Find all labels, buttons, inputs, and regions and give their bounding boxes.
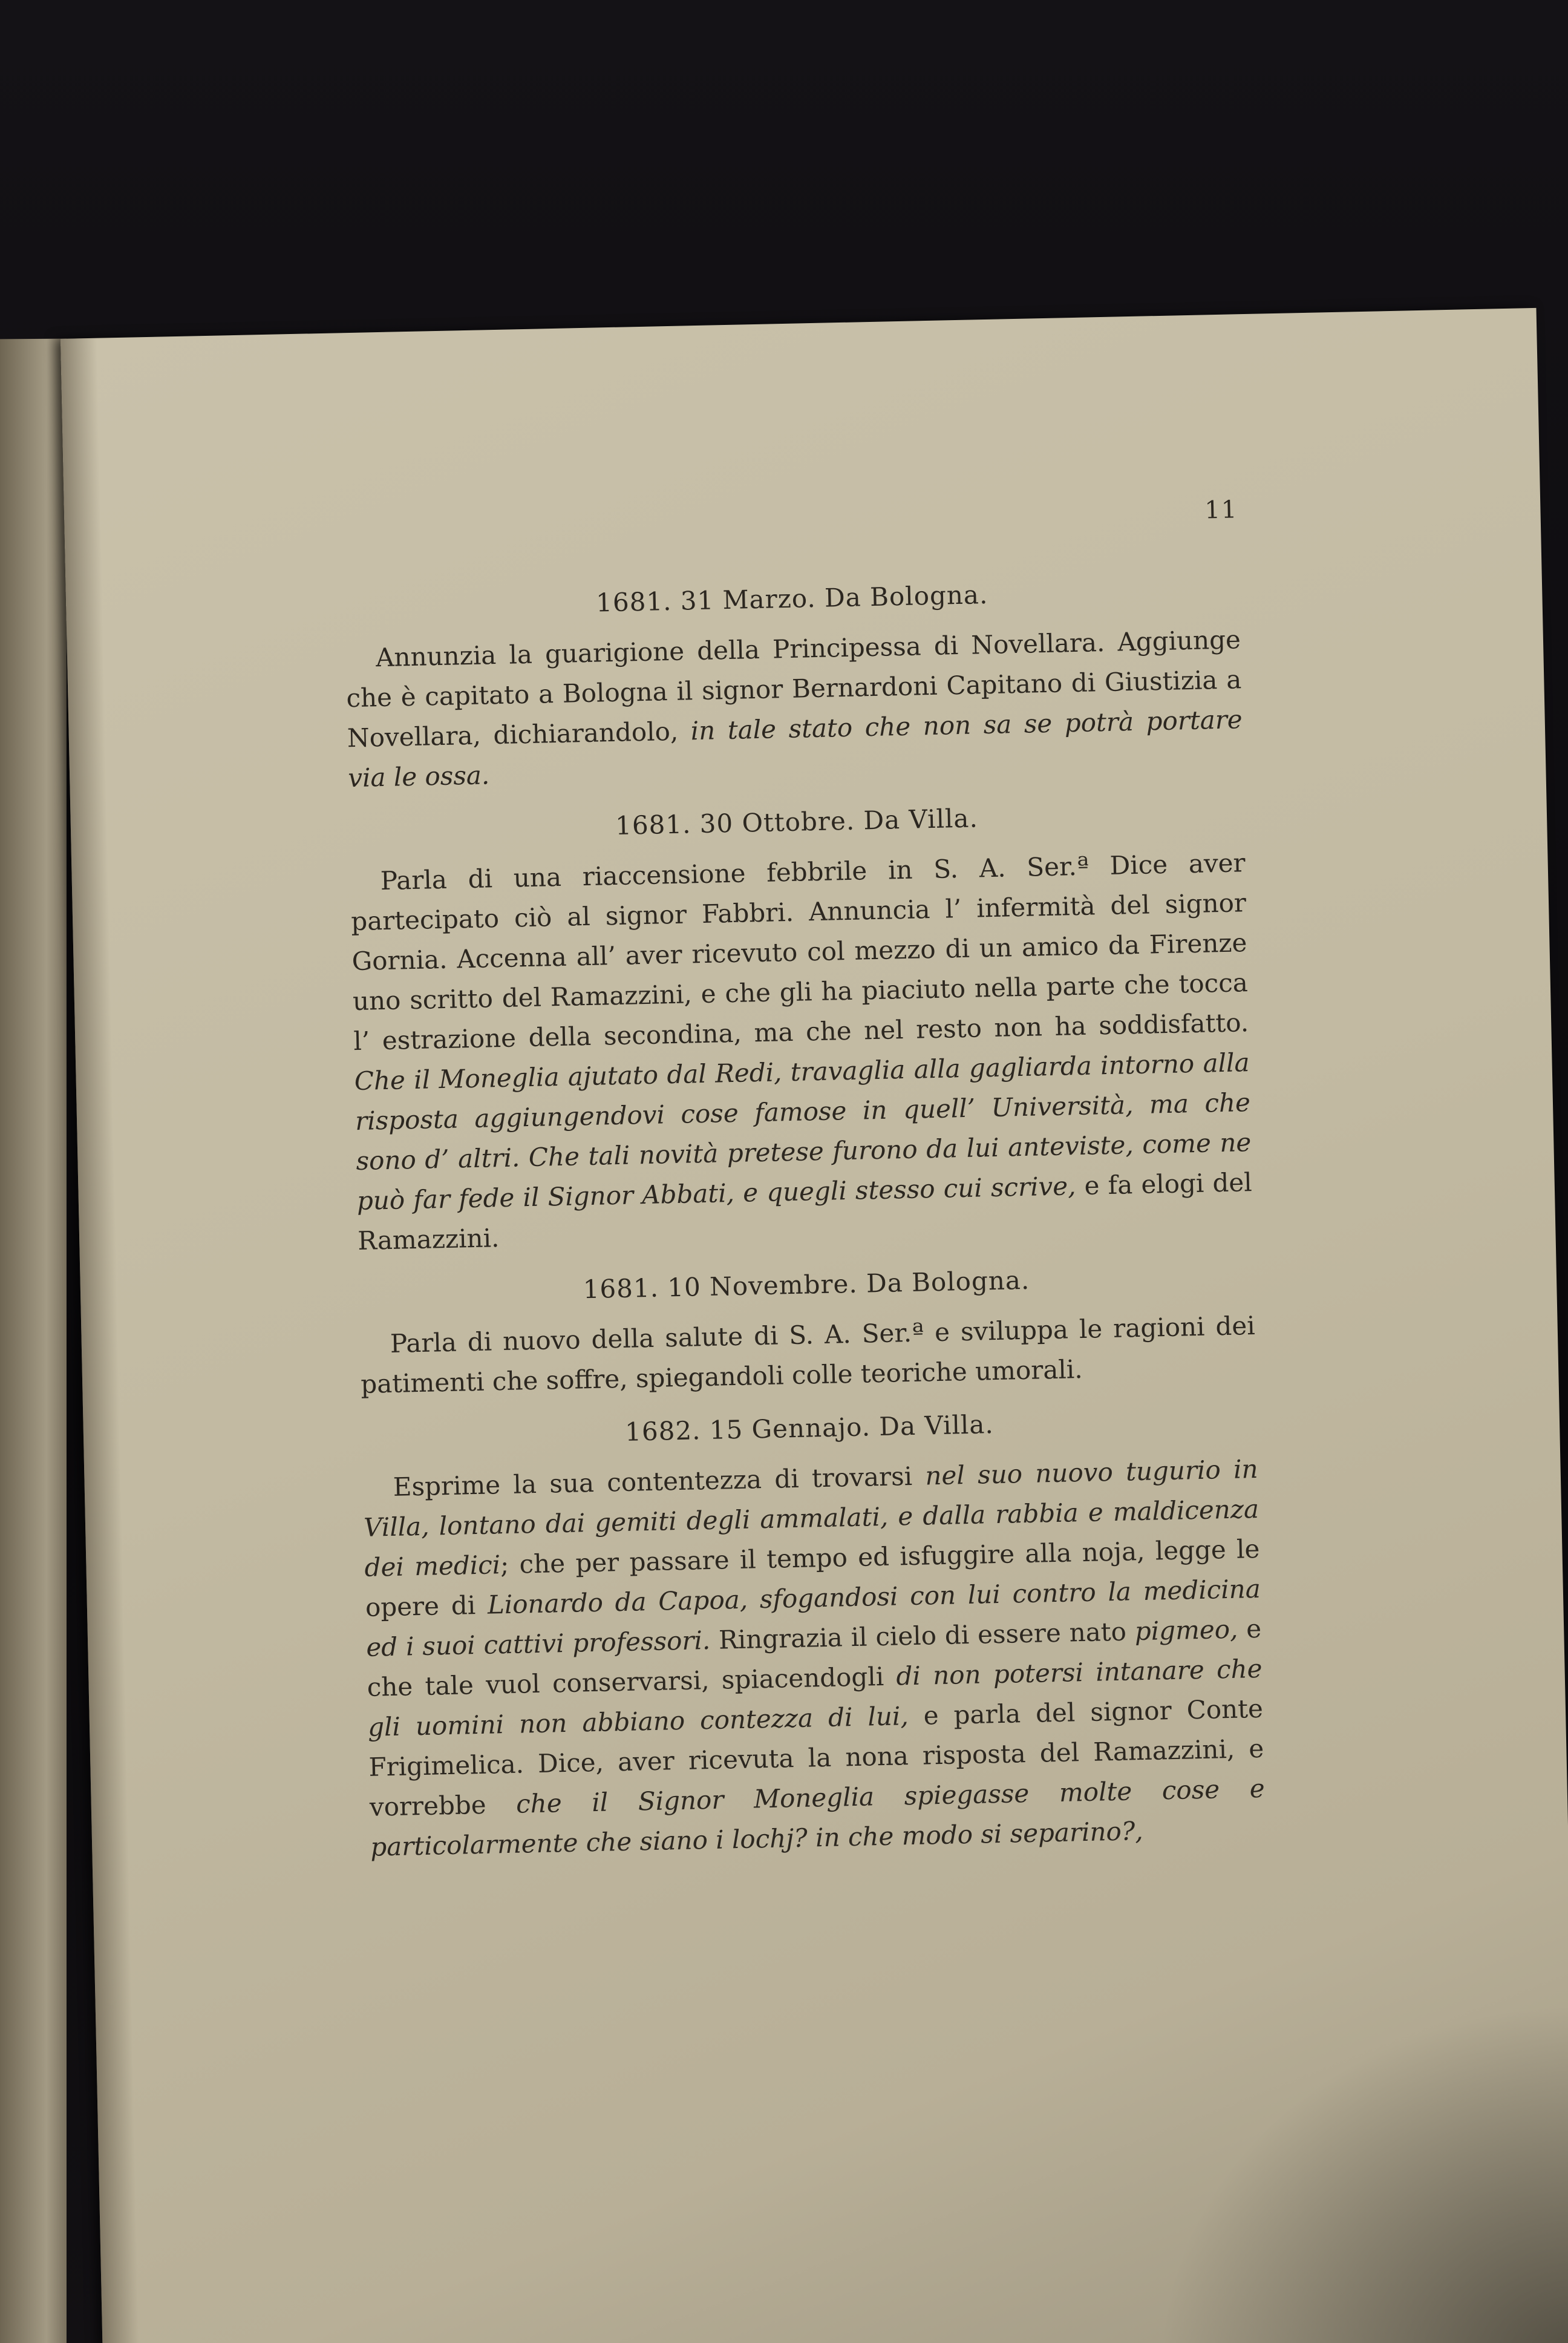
- body-text: Parla di nuovo della salute di S. A. Ser.ª e sviluppa le ragioni dei patimenti che soffre, spiegandoli colle teoriche umorali.: [360, 1311, 1256, 1399]
- body-italic-text: nel suo nuovo tugurio in Villa, lontano dai gemiti degli ammalati, e dalla rabbia e maldicenza dei medici: [363, 1453, 1259, 1582]
- body-italic-text: che il Signor Moneglia spiegasse molte cose e particolarmente che siano i lochj? in che modo si separino?,: [370, 1773, 1266, 1862]
- entry-heading: 1681. 31 Marzo. Da Bologna.: [595, 579, 988, 618]
- body-italic-text: Lionardo da Capoa, sfogandosi con lui contro la medicina ed i suoi cattivi professori.: [365, 1573, 1261, 1662]
- book-page: [60, 308, 1568, 2343]
- body-text: e fa elogi del Ramazzini.: [357, 1167, 1253, 1256]
- body-text: Annunzia la guarigione della Principessa di Novellara. Aggiunge che è capitato a Bologna il signor Bernardoni Capitano di Giustizia a Novellara, dichiarandolo,: [346, 624, 1242, 753]
- body-text: e parla del signor Conte Frigimelica. Dice, aver ricevuta la nona risposta del Ramazzini, e vorrebbe: [368, 1693, 1264, 1822]
- body-text: e che tale vuol conservarsi, spiacendogli: [367, 1613, 1262, 1702]
- body-text: Parla di una riaccensione febbrile in S. A. Ser.ª Dice aver partecipato ciò al signor Fabbri. Annuncia l’ infermità del signor Gornia. Accenna all’ aver ricevuto col mezzo di un amico da Firenze uno scritto del Ramazzini, e che gli ha piaciuto nella parte che tocca l’ estrazione della secondina, ma che nel resto non ha soddisfatto.: [350, 848, 1249, 1057]
- entry-heading: 1682. 15 Gennajo. Da Villa.: [624, 1409, 995, 1447]
- body-text: ; che per passare il tempo ed isfuggire alla noja, legge le opere di: [365, 1533, 1260, 1622]
- body-italic-text: pigmeo,: [1134, 1614, 1238, 1647]
- page-number: 11: [1204, 496, 1238, 525]
- facing-page-edge: [0, 339, 67, 2343]
- body-text: Ringrazia il cielo di essere nato: [710, 1616, 1135, 1655]
- entry-body: [345, 620, 1243, 798]
- entry-body: [362, 1449, 1266, 1867]
- body-italic-text: in tale stato che non sa se potrà portare via le ossa.: [347, 704, 1243, 793]
- body-italic-text: di non potersi intanare che gli uomini non abbiano contezza di lui,: [367, 1653, 1263, 1742]
- body-text: Esprime la sua contentezza di trovarsi: [393, 1461, 926, 1502]
- entry-body: [359, 1306, 1256, 1404]
- text-block: [342, 496, 1266, 1885]
- entry-heading: 1681. 30 Ottobre. Da Villa.: [615, 803, 979, 841]
- entry-heading: 1681. 10 Novembre. Da Bologna.: [583, 1265, 1030, 1305]
- entry-body: [350, 843, 1253, 1261]
- body-italic-text: Che il Moneglia ajutato dal Redi, travaglia alla gagliarda intorno alla risposta aggiungendovi cose famose in quell’ Università, ma che sono d’ altri. Che tali novità pretese furono da lui anteviste, come ne può far fede il Signor Abbati, e quegli stesso cui scrive,: [354, 1047, 1252, 1216]
